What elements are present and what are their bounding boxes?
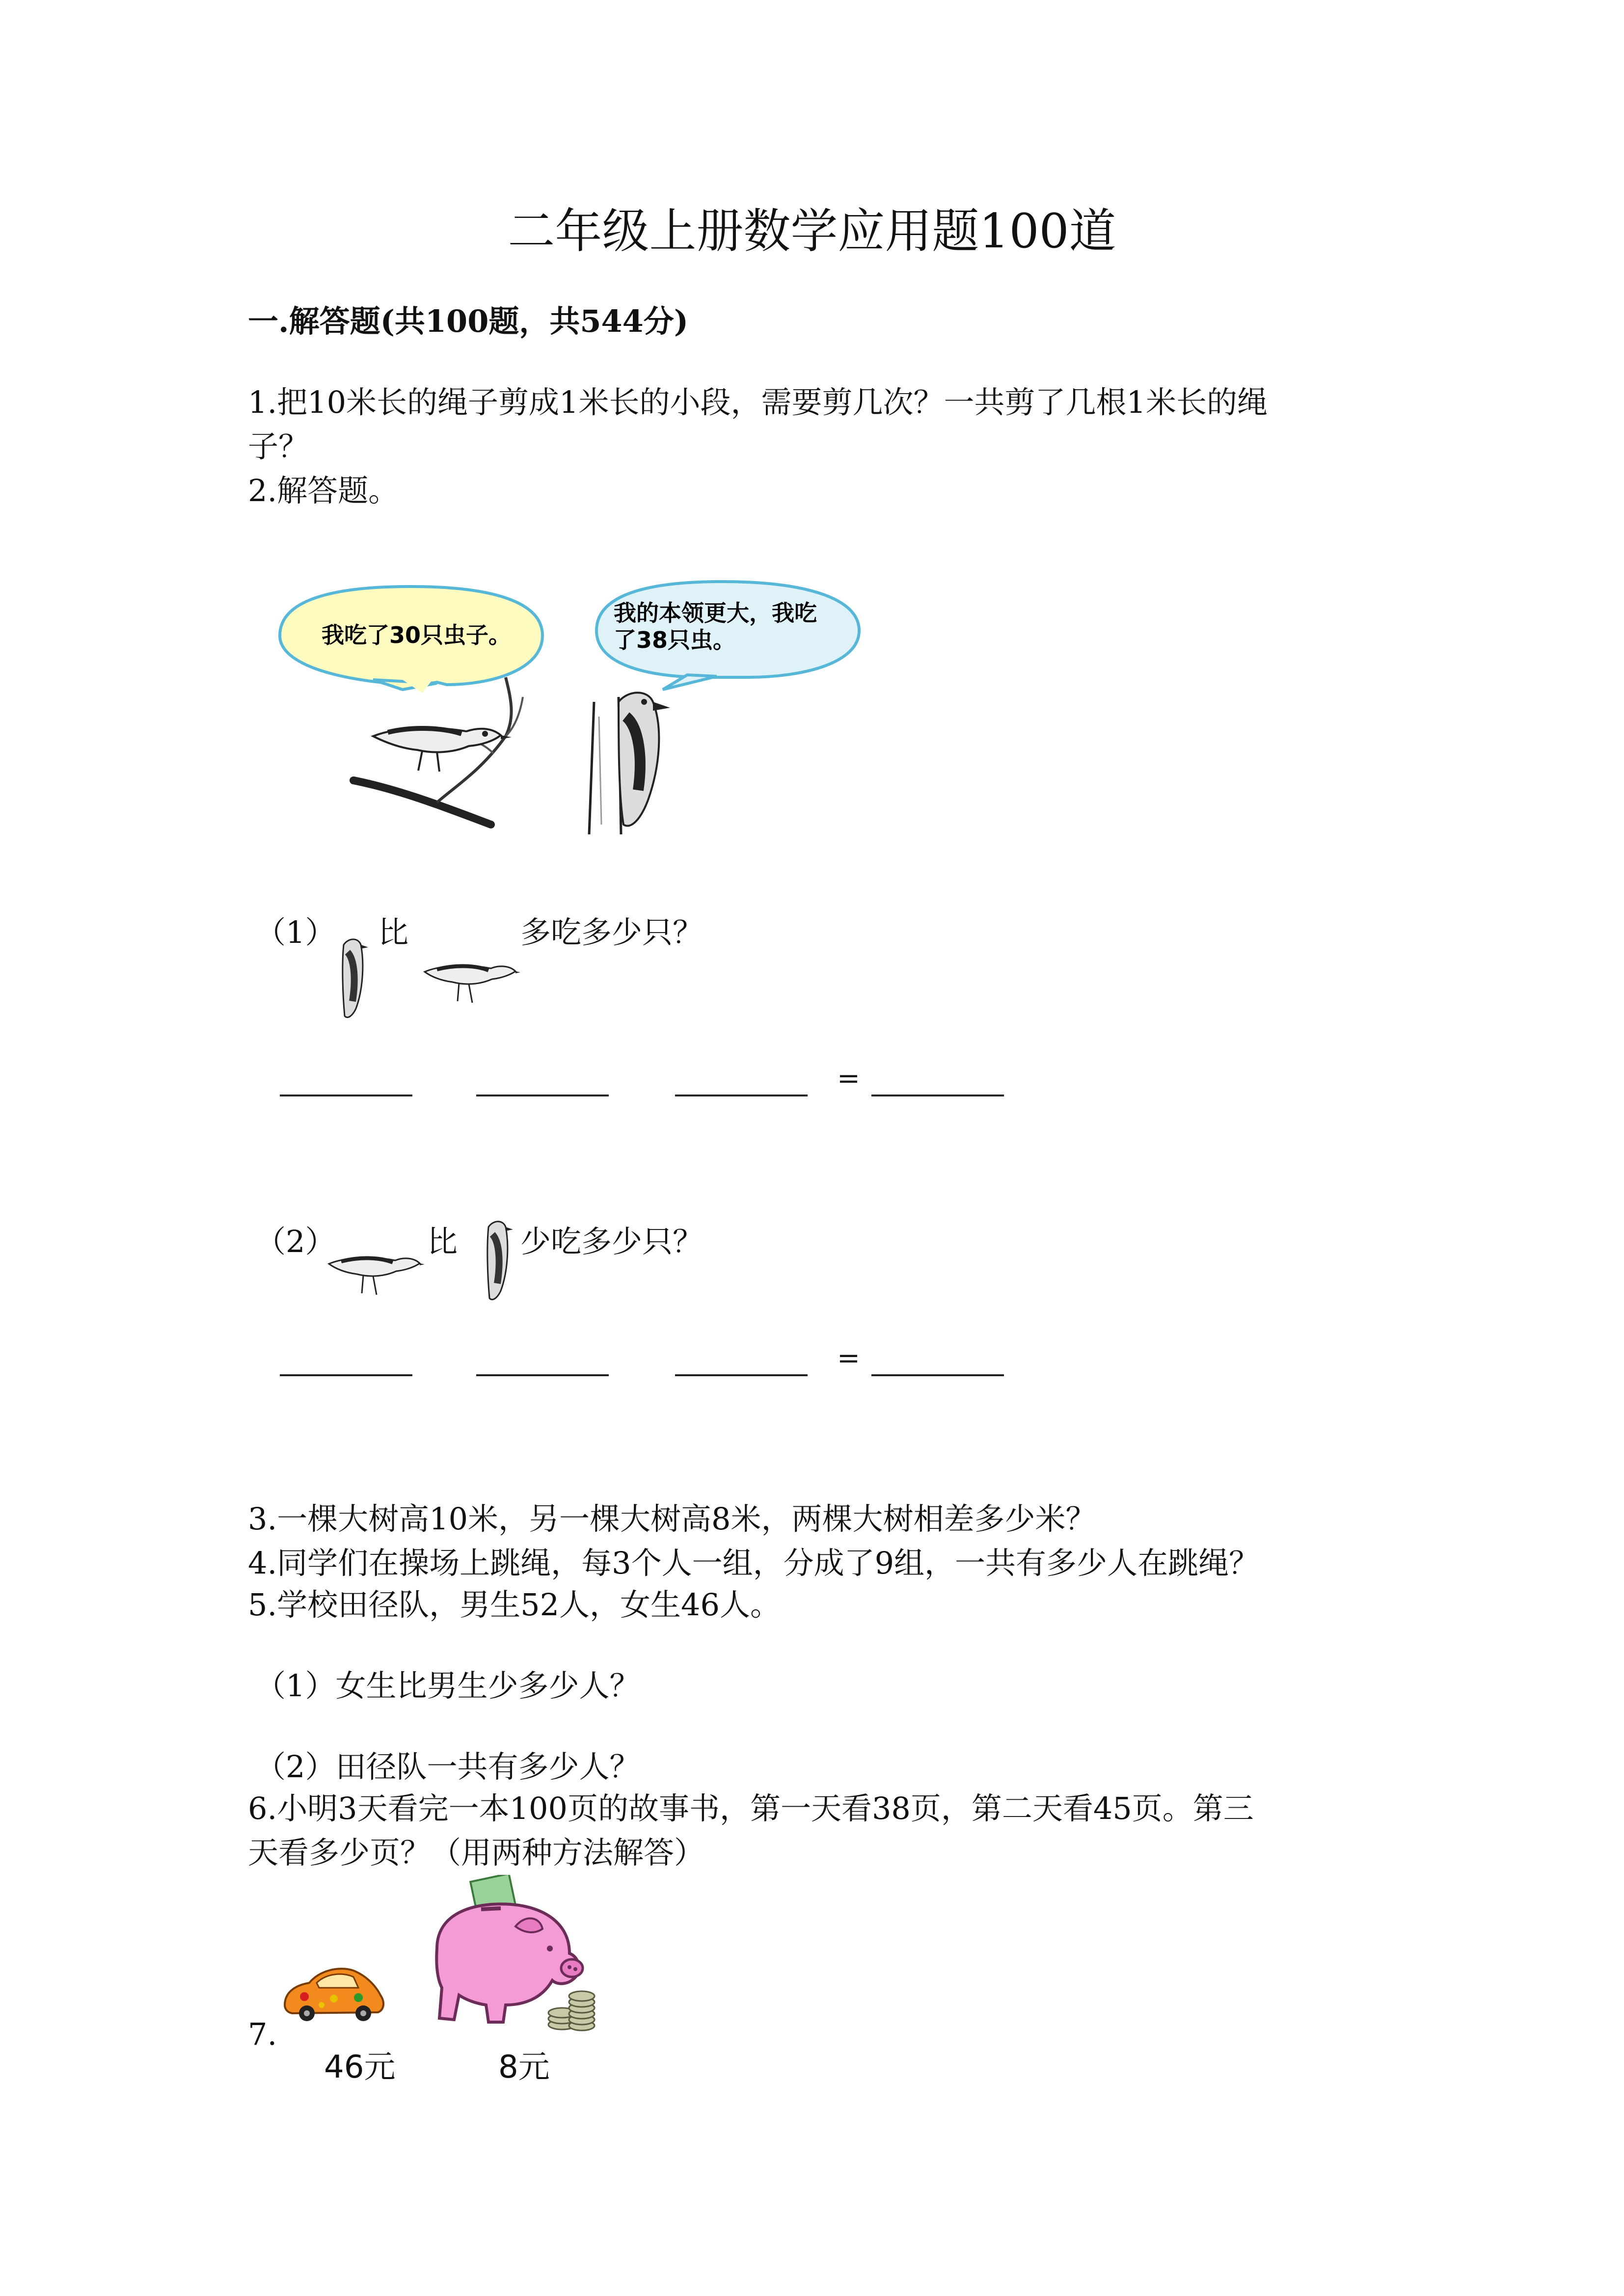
answer-blank[interactable] — [871, 1095, 1004, 1096]
question-1-line-2: 子？ — [248, 428, 309, 464]
question-1-line-1: 1.把10米长的绳子剪成1米长的小段，需要剪几次？一共剪了几根1米长的绳 — [248, 384, 1268, 420]
answer-blank[interactable] — [280, 1095, 412, 1096]
answer-blank[interactable] — [476, 1374, 609, 1376]
question-1 — [248, 380, 1397, 469]
equals-sign: = — [837, 1063, 860, 1095]
toy-car-icon — [280, 1958, 388, 2027]
question-5: 5.学校田径队，男生52人，女生46人。 — [248, 1587, 781, 1623]
songbird-icon — [326, 1247, 425, 1301]
coins-icon — [547, 1976, 596, 2034]
q2-sub-1-bi: 比 — [378, 914, 409, 950]
question-5-sub-2: （2）田径队一共有多少人？ — [255, 1749, 640, 1785]
q2-sub-1-number: （1） — [255, 914, 336, 950]
woodpecker-icon — [479, 1217, 513, 1303]
question-3: 3.一棵大树高10米，另一棵大树高8米，两棵大树相差多少米？ — [248, 1501, 1096, 1537]
question-2: 2.解答题。 — [248, 473, 399, 508]
section-heading: 一.解答题(共100题，共544分) — [248, 303, 689, 339]
question-4: 4.同学们在操场上跳绳，每3个人一组，分成了9组，一共有多少人在跳绳？ — [248, 1545, 1260, 1581]
q2-sub-2-tail: 少吃多少只？ — [520, 1224, 704, 1259]
answer-blank[interactable] — [280, 1374, 412, 1376]
birds-illustration — [275, 579, 884, 834]
page-title: 二年级上册数学应用题100道 — [508, 204, 1116, 259]
price-car: 46元 — [324, 2049, 396, 2085]
woodpecker-icon — [334, 935, 368, 1021]
answer-blank[interactable] — [476, 1095, 609, 1096]
songbird-icon — [422, 955, 520, 1009]
question-5-sub-1: （1）女生比男生少多少人？ — [255, 1668, 640, 1704]
bubble-right-text-2: 了38只虫。 — [614, 627, 736, 653]
price-piggy-bank: 8元 — [498, 2049, 550, 2085]
answer-blank[interactable] — [675, 1095, 808, 1096]
question-6-line-2: 天看多少页？（用两种方法解答） — [248, 1835, 705, 1870]
bubble-right-text-1: 我的本领更大，我吃 — [614, 600, 817, 626]
q2-sub-2-bi: 比 — [427, 1224, 458, 1259]
answer-blank[interactable] — [675, 1374, 808, 1376]
bubble-left-text: 我吃了30只虫子。 — [322, 622, 512, 648]
question-6 — [248, 1787, 1397, 1875]
question-6-line-1: 6.小明3天看完一本100页的故事书，第一天看38页，第二天看45页。第三 — [248, 1790, 1254, 1826]
woodpecker-icon — [619, 693, 670, 826]
equals-sign: = — [837, 1342, 860, 1374]
q2-sub-2-number: （2） — [255, 1224, 336, 1259]
answer-blank[interactable] — [871, 1374, 1004, 1376]
question-7: 7. — [248, 2016, 277, 2052]
q2-sub-1-tail: 多吃多少只？ — [520, 914, 704, 950]
